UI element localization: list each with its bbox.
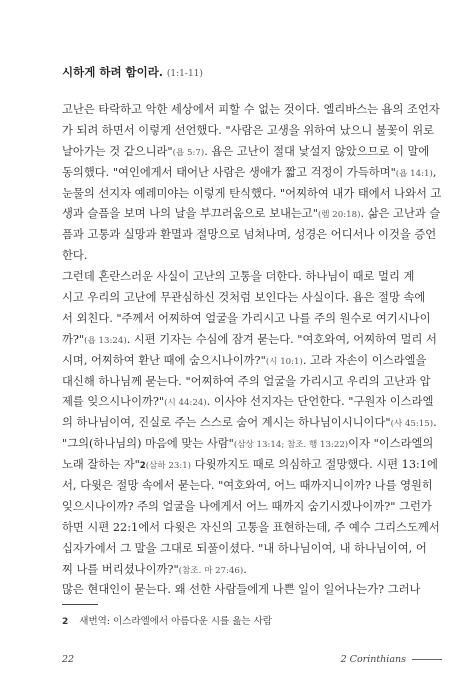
page-number: 22	[62, 654, 75, 665]
text-segment: 의 하나님이여, 진실로 주는 스스로 숨어 계시는 하나님이시니이다"	[62, 416, 391, 430]
scripture-reference: (시 44:24)	[164, 398, 207, 409]
text-segment: 시고 우리의 고난에 무관심하신 것처럼 보인다는 사실이다. 욥은 절망 속에	[62, 291, 426, 305]
text-segment: ,	[432, 165, 437, 179]
running-footer	[341, 654, 442, 665]
text-line	[62, 518, 442, 539]
heading-title: 시하게 하려 함이라.	[62, 65, 163, 79]
text-segment: 서, 다윗은 절망 속에서 묻는다. "여호와여, 어느 때까지니이까? 나를 영원히	[62, 479, 433, 493]
footnote-marker: 2	[139, 460, 146, 471]
text-segment: 많은 현대인이 묻는다. 왜 선한 사람들에게 나쁜 일이 일어나는가? 그러나	[62, 583, 421, 597]
scripture-reference: (사 45:15)	[390, 419, 434, 430]
text-line	[62, 413, 442, 434]
text-line	[62, 455, 442, 476]
text-line	[62, 288, 442, 309]
text-segment: 이자 "이스라엘의	[348, 437, 434, 451]
scripture-reference: (렘 20:18)	[317, 210, 361, 221]
scripture-reference: (삼상 13:14; 참조. 행 13:22)	[233, 440, 349, 451]
text-line	[62, 100, 442, 121]
text-segment: 고난은 타락하고 악한 세상에서 피할 수 없는 것이다. 엘리바스는 욥의 조언자	[62, 103, 440, 116]
heading-reference: (1:1-11)	[166, 69, 203, 79]
footnote-divider	[62, 604, 98, 605]
text-line	[62, 163, 442, 184]
text-segment: .	[433, 416, 437, 430]
chapter-heading	[62, 64, 203, 80]
text-line	[62, 497, 442, 518]
scripture-reference: (삼하 23:1)	[145, 461, 192, 472]
scripture-reference: (욥 13:24)	[84, 335, 127, 346]
text-segment: 그런데 혼란스러운 사실이 고난의 고통을 더한다. 하나님이 때로 멀리 계	[62, 270, 415, 284]
text-line	[62, 142, 442, 163]
text-segment: 시며, 어찌하여 환난 때에 숨으시나이까?"	[62, 353, 266, 367]
text-segment: 까?"	[62, 332, 85, 346]
text-line	[62, 309, 442, 330]
text-segment: 픔과 고통과 실망과 환멸과 절망으로 넘쳐나며, 성경은 어디서나 이것을 증언	[62, 228, 437, 242]
text-line	[62, 392, 442, 413]
text-line	[62, 372, 442, 393]
text-line	[62, 330, 442, 351]
book-title: 2 Corinthians	[340, 654, 406, 665]
text-segment: . 욥은 고난이 절대 낯설지 않았으므로 이 말에	[204, 144, 430, 158]
text-line	[62, 476, 442, 497]
text-line	[62, 580, 442, 601]
text-line	[62, 351, 442, 372]
footnote-number: 2	[62, 617, 69, 627]
text-segment: 십자가에서 그 말을 그대로 되풀이셨다. "내 하나님이여, 내 하나님이여, 어	[62, 541, 427, 555]
text-line	[62, 184, 442, 205]
text-segment: 대신해 하나님께 묻는다. "어찌하여 주의 얼굴을 가리시고 우리의 고난과 압	[62, 374, 431, 388]
scripture-reference: (시 10:1)	[265, 356, 303, 367]
text-segment: 잊으시나이까? 주의 얼굴을 나에게서 어느 때까지 숨기시겠나이까?" 그런가	[62, 499, 432, 513]
text-line	[62, 539, 442, 560]
text-line	[62, 225, 442, 246]
text-line	[62, 121, 442, 142]
text-segment: 서 외친다. "주께서 어찌하여 얼굴을 가리시고 나를 주의 원수로 여기시나이	[62, 311, 431, 325]
text-segment: 찌 나를 버리셨나이까?"	[62, 562, 179, 576]
text-segment: 날아가는 것 같으니라"	[62, 144, 173, 158]
text-segment: 노래 잘하는 자"	[62, 458, 140, 472]
body-text	[62, 100, 442, 601]
text-line	[62, 246, 442, 267]
text-segment: .	[243, 562, 247, 576]
text-segment: 다윗까지도 때로 의심하고 절망했다. 시편 13:1에	[191, 458, 438, 472]
text-line	[62, 204, 442, 225]
scripture-reference: (욥 14:1)	[395, 168, 433, 179]
text-segment: 가 되려 하면서 이렇게 선언했다. "사람은 고생을 위하여 났으니 불꽃이 위로	[62, 123, 435, 137]
footnote-text: 새번역: 이스라엘에서 아름다운 시를 읊는 사람	[79, 616, 272, 627]
text-segment: . 고라 자손이 이스라엘을	[302, 353, 427, 367]
text-segment: . 시편 기자는 수심에 잠겨 묻는다. "여호와여, 어찌하여 멀리 서	[126, 332, 437, 346]
text-segment: 제를 잊으시나이까?"	[62, 395, 165, 409]
text-line	[62, 434, 442, 455]
text-segment: 동의했다. "여인에게서 태어난 사람은 생애가 짧고 걱정이 가득하며"	[62, 165, 396, 179]
text-segment: 하면 시편 22:1에서 다윗은 자신의 고통을 표현하는데, 주 예수 그리스도께서	[62, 520, 440, 534]
footnote	[62, 613, 272, 627]
scripture-reference: (욥 5:7)	[172, 147, 205, 158]
text-segment: "그의(하나님의) 마음에 맞는 사람"	[62, 437, 234, 451]
text-segment: . 삶은 고난과 슬	[360, 207, 441, 221]
text-line	[62, 560, 442, 581]
footer-rule	[412, 659, 442, 660]
scripture-reference: (참조. 마 27:46)	[178, 565, 244, 576]
text-segment: 생과 슬픔을 보며 나의 날을 부끄러움으로 보내는고"	[62, 207, 318, 221]
text-segment: 눈물의 선지자 예레미야는 이렇게 탄식했다. "어찌하여 내가 태에서 나와서 고	[62, 186, 442, 200]
text-segment: 한다.	[62, 249, 88, 263]
text-line	[62, 267, 442, 288]
text-segment: . 이사야 선지자는 단언한다. "구원자 이스라엘	[206, 395, 434, 409]
